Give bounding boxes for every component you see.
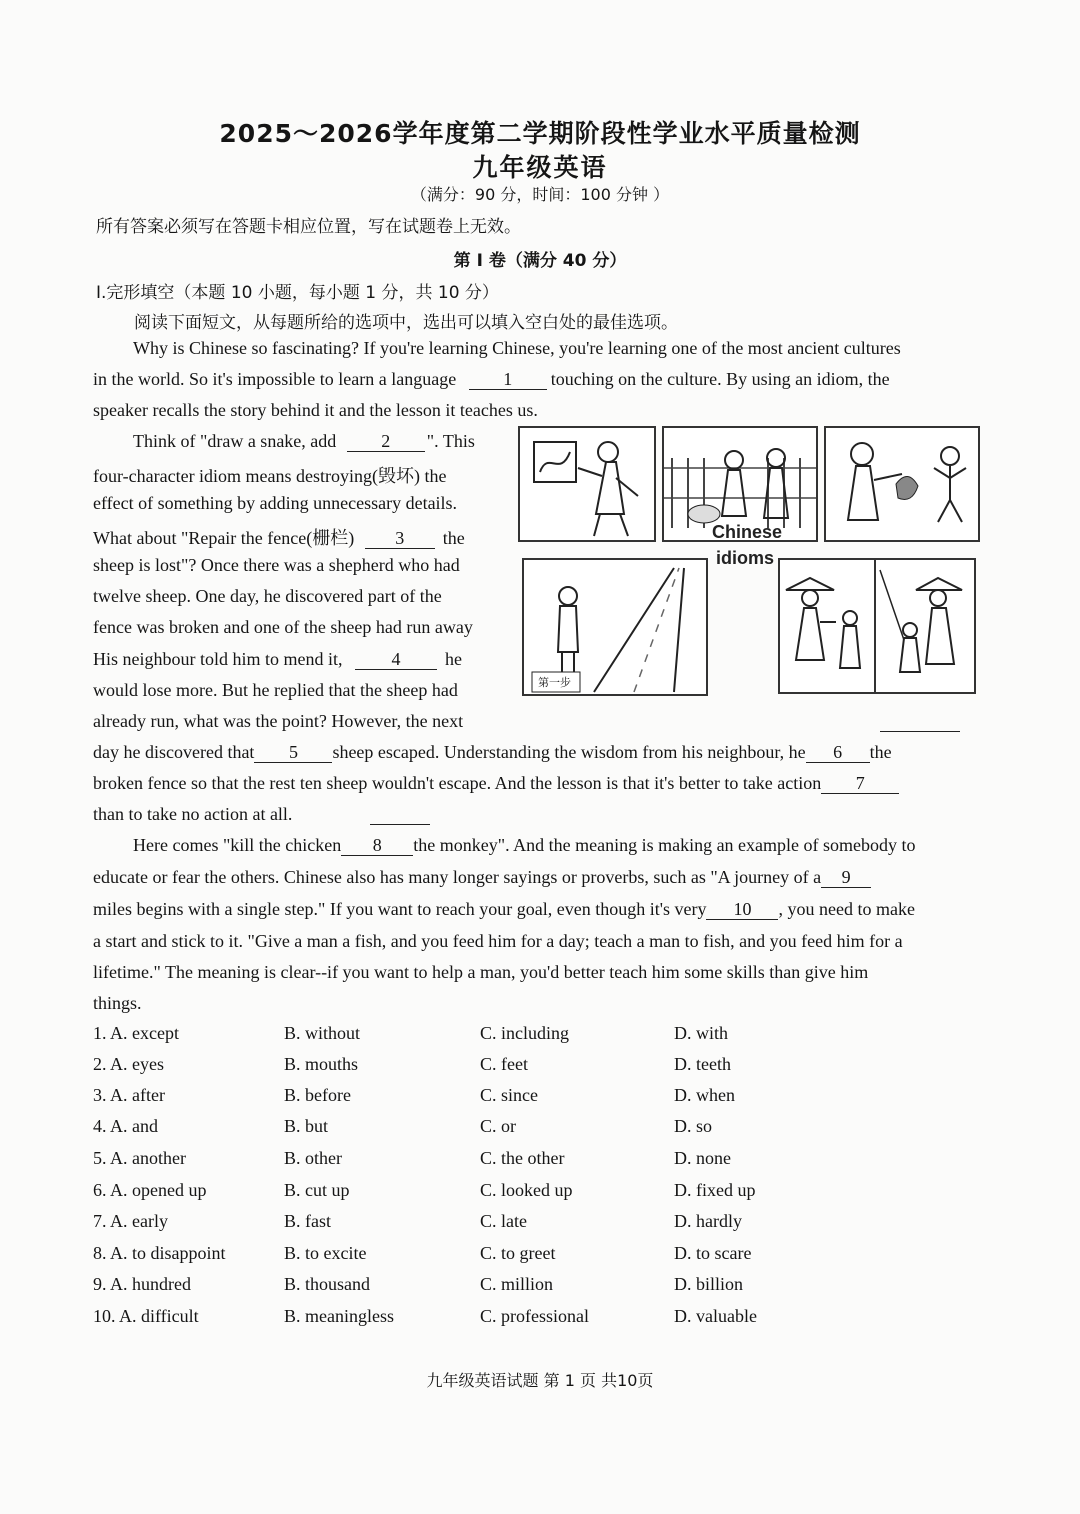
option-10-d: D. valuable xyxy=(674,1306,757,1326)
option-6-b: B. cut up xyxy=(284,1180,350,1200)
passage-line: a start and stick to it. "Give a man a fish, and you feed him for a day; teach a man to fish, and you feed him for a xyxy=(93,931,903,951)
option-4-b: B. but xyxy=(284,1116,329,1136)
exam-subject: 九年级英语 xyxy=(472,153,608,182)
blank-6: 6 xyxy=(806,743,870,763)
option-10-a: 10. A. difficult xyxy=(93,1306,199,1326)
option-3-a: 3. A. after xyxy=(93,1085,165,1105)
option-4-a: 4. A. and xyxy=(93,1116,158,1136)
option-7-d: D. hardly xyxy=(674,1211,742,1231)
passage-line: twelve sheep. One day, he discovered part of the xyxy=(93,586,442,606)
option-8-c: C. to greet xyxy=(480,1243,556,1263)
passage-line: in the world. So it's impossible to learn a language 1 touching on the culture. By using an idiom, the xyxy=(93,369,890,389)
option-5-b: B. other xyxy=(284,1148,342,1168)
passage-line: effect of something by adding unnecessary details. xyxy=(93,493,458,513)
blank-4: 4 xyxy=(355,650,437,670)
blank-1: 1 xyxy=(469,370,547,390)
option-1-c: C. including xyxy=(480,1023,569,1043)
option-8-d: D. to scare xyxy=(674,1243,752,1263)
option-9-d: D. billion xyxy=(674,1274,744,1294)
passage-line: speaker recalls the story behind it and the lesson it teaches us. xyxy=(93,400,538,420)
passage-line: miles begins with a single step." If you want to reach your goal, even though it's very 10 , you need to make xyxy=(93,899,915,919)
option-1-a: 1. A. except xyxy=(93,1023,179,1043)
option-6-d: D. fixed up xyxy=(674,1180,756,1200)
section-instruction: 阅读下面短文，从每题所给的选项中，选出可以填入空白处的最佳选项。 xyxy=(134,313,678,333)
passage-line: His neighbour told him to mend it, 4 he xyxy=(93,649,462,669)
exam-title: 2025～2026学年度第二学期阶段性学业水平质量检测 xyxy=(219,119,861,148)
option-10-b: B. meaningless xyxy=(284,1306,394,1326)
option-4-c: C. or xyxy=(480,1116,516,1136)
passage-line: day he discovered that 5 sheep escaped. Understanding the wisdom from his neighbour, he 6 the xyxy=(93,742,892,762)
passage-line: broken fence so that the rest ten sheep wouldn't escape. And the lesson is that it's better to take action 7 xyxy=(93,773,899,794)
label-first-step: 第一步 xyxy=(538,676,571,689)
blank-8: 8 xyxy=(341,836,413,856)
option-9-a: 9. A. hundred xyxy=(93,1274,191,1294)
option-9-c: C. million xyxy=(480,1274,554,1294)
section-heading: Ⅰ.完形填空（本题 10 小题，每小题 1 分，共 10 分） xyxy=(96,283,499,303)
option-7-c: C. late xyxy=(480,1211,527,1231)
blank-10: 10 xyxy=(706,900,778,920)
option-6-a: 6. A. opened up xyxy=(93,1180,207,1200)
option-1-d: D. with xyxy=(674,1023,728,1043)
passage-line: things. xyxy=(93,993,142,1013)
option-6-c: C. looked up xyxy=(480,1180,573,1200)
option-3-b: B. before xyxy=(284,1085,351,1105)
option-2-a: 2. A. eyes xyxy=(93,1054,164,1074)
illustration-shepherd-fence xyxy=(662,426,818,542)
blank-2: 2 xyxy=(347,432,425,452)
option-2-c: C. feet xyxy=(480,1054,528,1074)
option-9-b: B. thousand xyxy=(284,1274,371,1294)
option-2-d: D. teeth xyxy=(674,1054,731,1074)
passage-line: sheep is lost"? Once there was a shepherd who had xyxy=(93,555,460,575)
answer-notice: 所有答案必须写在答题卡相应位置，写在试题卷上无效。 xyxy=(96,217,521,237)
blank-7: 7 xyxy=(821,774,899,794)
option-3-c: C. since xyxy=(480,1085,538,1105)
option-8-b: B. to excite xyxy=(284,1243,367,1263)
option-3-d: D. when xyxy=(674,1085,735,1105)
option-7-a: 7. A. early xyxy=(93,1211,168,1231)
option-4-d: D. so xyxy=(674,1116,713,1136)
blank-3: 3 xyxy=(365,529,435,549)
blank-5: 5 xyxy=(254,743,332,763)
illustration-first-step xyxy=(522,558,708,696)
option-5-c: C. the other xyxy=(480,1148,565,1168)
illustration-draw-snake xyxy=(518,426,656,542)
option-8-a: 8. A. to disappoint xyxy=(93,1243,226,1263)
option-5-a: 5. A. another xyxy=(93,1148,186,1168)
passage-line: already run, what was the point? However, the next xyxy=(93,711,464,731)
volume-heading: 第 I 卷（满分 40 分） xyxy=(453,251,627,271)
passage-line: would lose more. But he replied that the sheep had xyxy=(93,680,458,700)
passage-line: four-character idiom means destroying(毁坏) the xyxy=(93,466,447,486)
page-footer: 九年级英语试题 第 1 页 共10页 xyxy=(426,1371,654,1390)
label-idioms: idioms xyxy=(716,548,775,568)
label-chinese: Chinese xyxy=(712,522,783,542)
option-2-b: B. mouths xyxy=(284,1054,359,1074)
passage-line: Here comes "kill the chicken 8 the monkey". And the meaning is making an example of somebody to xyxy=(133,835,916,855)
passage-line: What about "Repair the fence(栅栏) 3 the xyxy=(93,528,465,548)
option-10-c: C. professional xyxy=(480,1306,589,1326)
illustration-chicken-monkey xyxy=(824,426,980,542)
blank-9: 9 xyxy=(821,868,871,888)
stray-underline xyxy=(370,824,430,825)
stray-underline xyxy=(880,731,960,732)
passage-line: Think of "draw a snake, add 2 ". This xyxy=(133,431,475,451)
passage-line: educate or fear the others. Chinese also has many longer sayings or proverbs, such as "A journey of a 9 xyxy=(93,867,871,888)
passage-line: than to take no action at all. xyxy=(93,804,293,824)
option-5-d: D. none xyxy=(674,1148,731,1168)
passage-line: lifetime." The meaning is clear--if you want to help a man, you'd better teach him some skills than give him xyxy=(93,962,869,982)
illustration-give-fish xyxy=(778,558,876,694)
option-7-b: B. fast xyxy=(284,1211,331,1231)
passage-line: Why is Chinese so fascinating? If you're learning Chinese, you're learning one of the most ancient cultures xyxy=(133,338,901,358)
option-1-b: B. without xyxy=(284,1023,361,1043)
score-time: （满分：90 分，时间：100 分钟 ） xyxy=(410,185,670,204)
illustration-teach-fish xyxy=(874,558,976,694)
passage-line: fence was broken and one of the sheep had run away xyxy=(93,617,473,637)
